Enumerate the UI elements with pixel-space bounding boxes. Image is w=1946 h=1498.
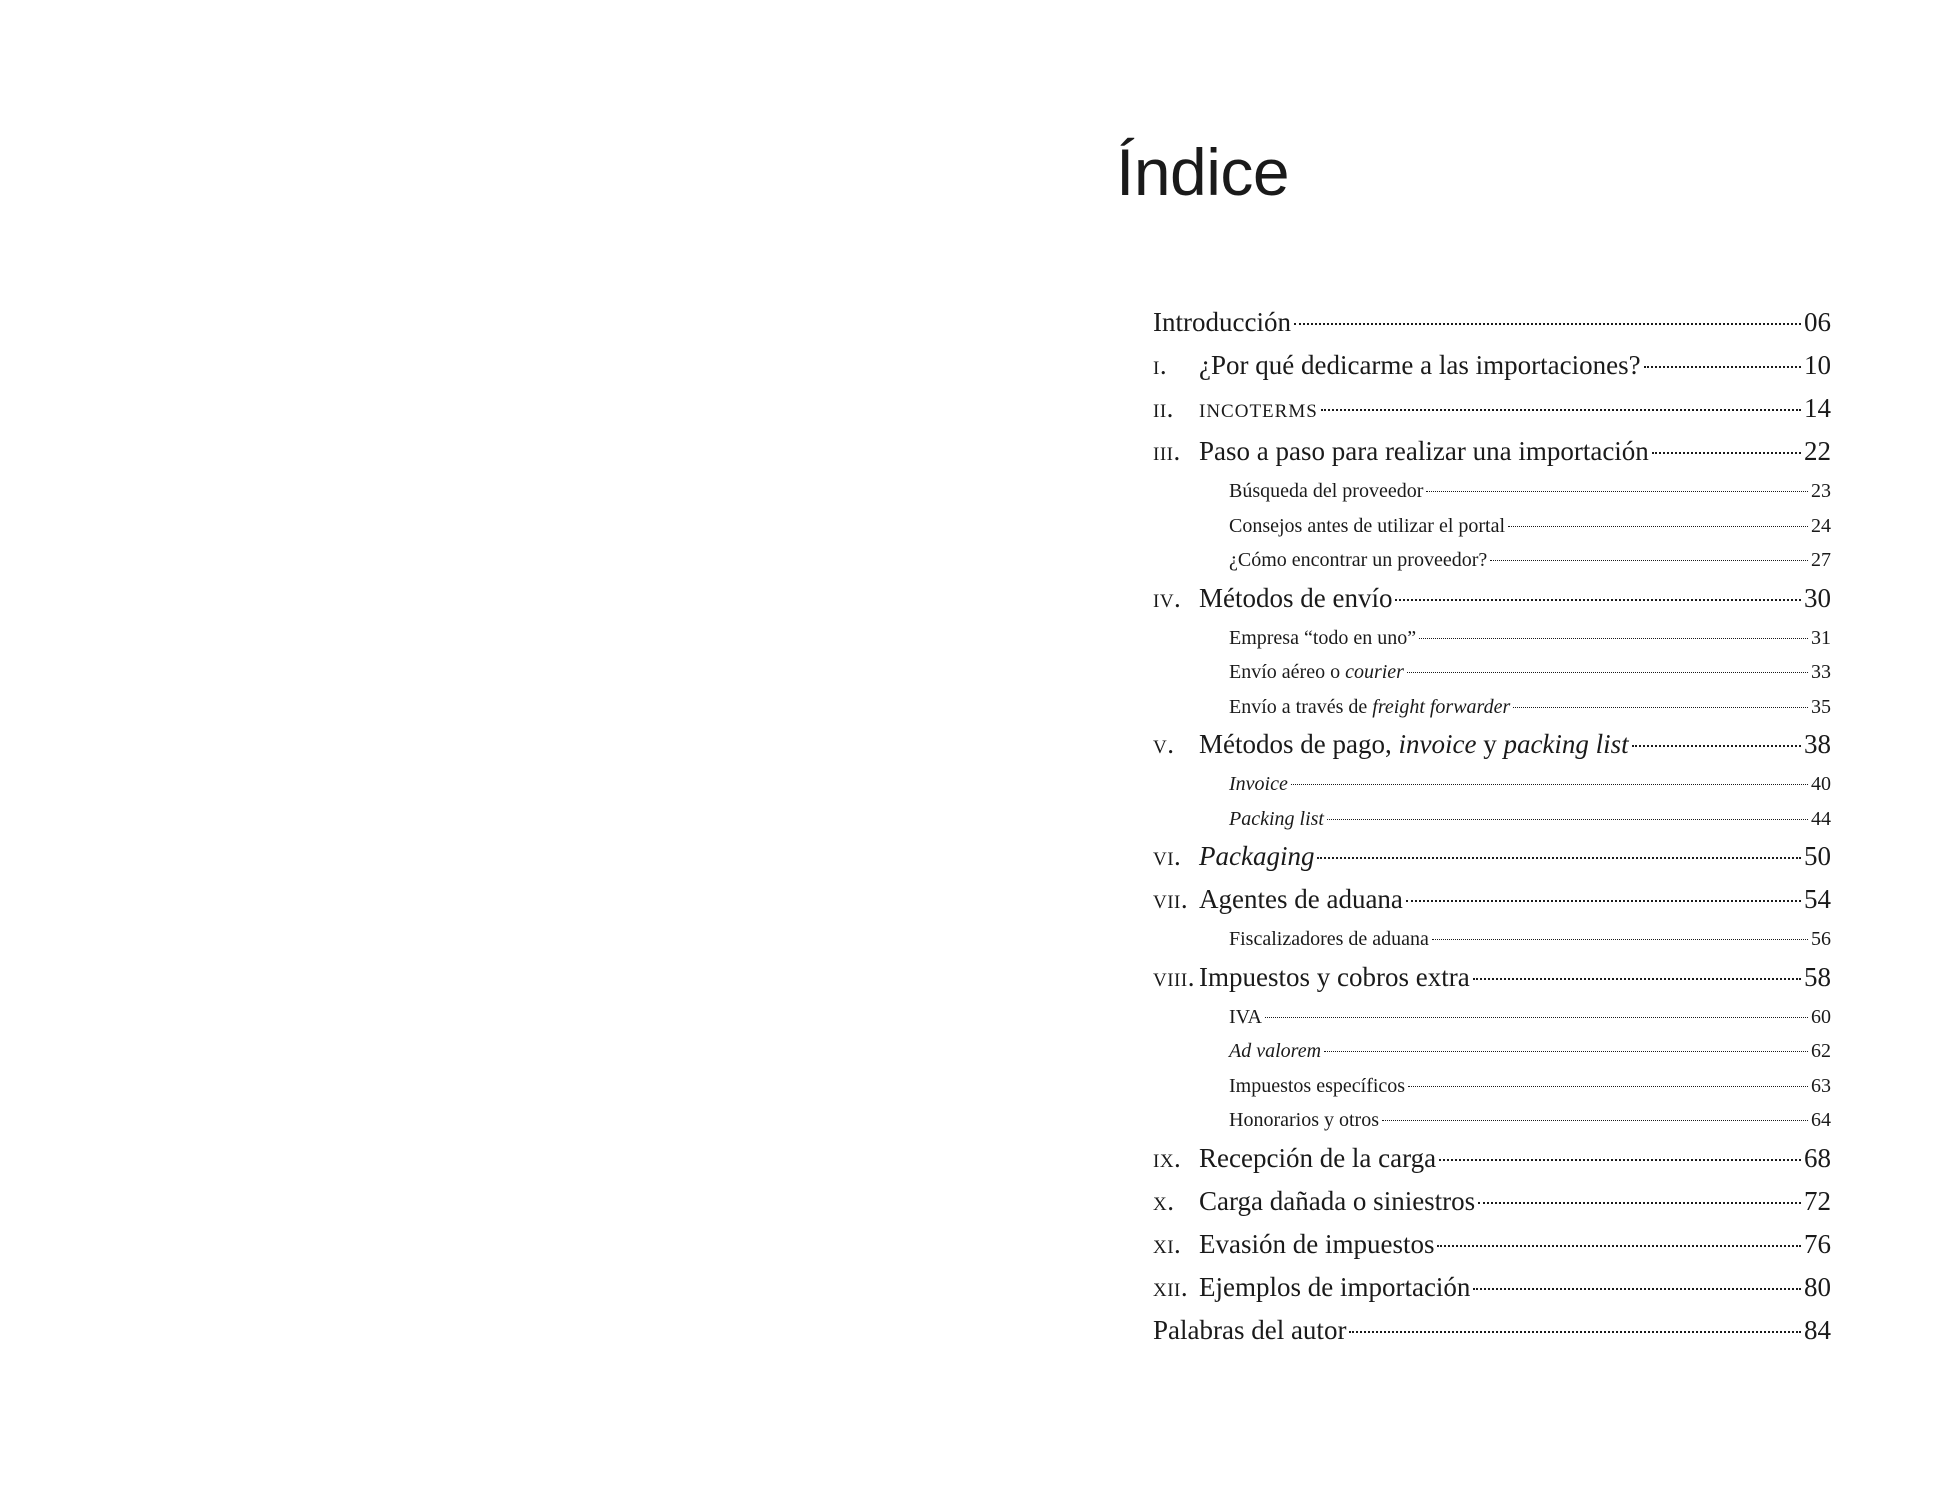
dot-leader (1317, 857, 1801, 859)
toc-entry-title-text: Fiscalizadores de aduana (1229, 928, 1429, 950)
toc-entry-title (1199, 1183, 1475, 1219)
toc-subentry (1153, 924, 1831, 959)
toc-entry-title (1199, 390, 1318, 426)
dot-leader (1265, 1017, 1808, 1018)
toc-page-number: 23 (1811, 480, 1831, 502)
toc-subentry (1153, 1002, 1831, 1037)
toc-subentry (1153, 1036, 1831, 1071)
toc-entry-title-text: incoterms (1199, 393, 1318, 423)
toc-entry-title (1199, 838, 1314, 874)
toc-entry-title-part: y (1476, 729, 1504, 759)
toc-entry-title-text: Honorarios y otros (1229, 1109, 1379, 1131)
toc-entry (1153, 1312, 1831, 1355)
toc-entry-title-text: Agentes de aduana (1199, 884, 1403, 914)
dot-leader (1439, 1159, 1801, 1161)
toc-subentry (1153, 769, 1831, 804)
toc-page-number: 27 (1811, 549, 1831, 571)
toc-page-number: 24 (1811, 514, 1831, 537)
toc-page-number: 54 (1804, 884, 1831, 914)
toc-entry-title-text: Recepción de la carga (1199, 1142, 1437, 1173)
toc-entry (1153, 881, 1831, 924)
toc-entry-title (1229, 545, 1487, 575)
toc-entry-title-text: Ejemplos de importación (1199, 1271, 1471, 1302)
toc-page-number: 62 (1811, 1040, 1831, 1062)
dot-leader (1513, 707, 1808, 708)
toc-entry (1153, 433, 1831, 476)
toc-page-number: 33 (1811, 661, 1831, 683)
toc-page-number: 84 (1804, 1314, 1831, 1345)
dot-leader (1632, 745, 1801, 747)
dot-leader (1321, 409, 1801, 411)
dot-leader (1291, 784, 1808, 785)
dot-leader (1432, 939, 1808, 940)
toc-entry-title-text: Métodos de envío (1199, 582, 1393, 613)
toc-entry-title (1229, 804, 1324, 834)
dot-leader (1426, 491, 1808, 492)
dot-leader (1473, 1288, 1801, 1290)
toc-subentry (1153, 657, 1831, 692)
toc-subentry (1153, 1071, 1831, 1106)
toc-entry-title-part: Envío a través de (1229, 695, 1373, 718)
toc-entry-title (1229, 924, 1429, 954)
toc-subentry (1153, 692, 1831, 727)
dot-leader (1652, 452, 1801, 454)
toc-entry-title-text: Consejos antes de utilizar el portal (1229, 514, 1506, 537)
dot-leader (1419, 638, 1808, 639)
toc-entry-number: viii. (1153, 961, 1195, 992)
toc-entry-title-part: packing list (1503, 729, 1629, 759)
toc-entry (1153, 1269, 1831, 1312)
toc-page-number: 14 (1804, 393, 1831, 423)
dot-leader (1327, 819, 1808, 820)
dot-leader (1490, 560, 1808, 561)
toc-page-number: 30 (1804, 582, 1831, 613)
toc-page-number: 63 (1811, 1074, 1831, 1097)
toc-subentry (1153, 511, 1831, 546)
table-of-contents (1153, 304, 1831, 1355)
dot-leader (1644, 366, 1801, 368)
toc-entry-title (1199, 881, 1403, 917)
toc-page-number: 06 (1804, 307, 1831, 337)
toc-subentry (1153, 623, 1831, 658)
toc-entry-title-text: Packaging (1199, 841, 1315, 871)
toc-page-number: 58 (1804, 961, 1831, 992)
toc-page-number: 40 (1811, 773, 1831, 795)
toc-entry-number: v. (1153, 729, 1175, 759)
dot-leader (1395, 599, 1801, 601)
toc-entry (1153, 580, 1831, 623)
toc-entry (1153, 1183, 1831, 1226)
toc-entry (1153, 838, 1831, 881)
toc-entry-title-part: freight forwarder (1372, 695, 1511, 718)
toc-entry-title-text: Palabras del autor (1153, 1314, 1347, 1345)
toc-entry-title-text: Evasión de impuestos (1199, 1228, 1435, 1259)
dot-leader (1407, 672, 1808, 673)
toc-entry-title (1229, 476, 1423, 506)
toc-entry-title (1199, 580, 1392, 616)
toc-subentry (1153, 545, 1831, 580)
toc-entry-title (1153, 304, 1291, 340)
toc-entry-title-part: courier (1345, 661, 1404, 683)
dot-leader (1324, 1051, 1808, 1052)
toc-entry (1153, 1140, 1831, 1183)
toc-entry-title-text: Ad valorem (1229, 1040, 1322, 1062)
toc-page-number: 68 (1804, 1142, 1831, 1173)
toc-entry-title-text: Packing list (1229, 807, 1324, 830)
toc-entry-title-part: Envío aéreo o (1229, 661, 1346, 683)
toc-page-number: 38 (1804, 729, 1831, 759)
toc-page-number: 22 (1804, 436, 1831, 466)
toc-entry-title (1229, 1071, 1405, 1101)
toc-page-number: 56 (1811, 928, 1831, 950)
toc-subentry (1153, 476, 1831, 511)
toc-entry-number: ii. (1153, 393, 1174, 423)
toc-entry-title (1199, 1226, 1434, 1262)
toc-entry-title (1229, 1002, 1262, 1032)
toc-entry-number: vi. (1153, 841, 1182, 871)
toc-page-number: 76 (1804, 1228, 1831, 1259)
toc-entry-title (1199, 433, 1649, 469)
toc-entry-title-text: Impuestos y cobros extra (1199, 961, 1470, 992)
toc-page-number: 72 (1804, 1185, 1831, 1216)
toc-entry-title-part: invoice (1398, 729, 1477, 759)
dot-leader (1406, 900, 1801, 902)
toc-entry-number: ix. (1153, 1142, 1182, 1173)
toc-entry-title (1229, 1105, 1379, 1135)
toc-entry (1153, 390, 1831, 433)
toc-entry-title-text: Búsqueda del proveedor (1229, 480, 1424, 502)
toc-entry (1153, 304, 1831, 347)
toc-entry-title-text: Impuestos específicos (1229, 1074, 1406, 1097)
toc-entry-title-text: IVA (1229, 1005, 1262, 1028)
toc-subentry (1153, 1105, 1831, 1140)
toc-entry-number: xii. (1153, 1271, 1189, 1302)
toc-entry-number: i. (1153, 350, 1168, 380)
dot-leader (1437, 1245, 1801, 1247)
toc-page-number: 80 (1804, 1271, 1831, 1302)
toc-entry-number: iv. (1153, 582, 1182, 613)
dot-leader (1349, 1331, 1801, 1333)
toc-entry (1153, 1226, 1831, 1269)
toc-entry-title-text: Introducción (1153, 307, 1291, 337)
toc-entry-title (1229, 657, 1404, 687)
contents-page (973, 0, 1946, 1498)
toc-entry (1153, 726, 1831, 769)
toc-entry-title (1229, 769, 1288, 799)
toc-entry (1153, 959, 1831, 1002)
toc-entry-title-text: ¿Por qué dedicarme a las importaciones? (1199, 350, 1641, 380)
toc-page-number: 31 (1811, 626, 1831, 649)
toc-entry-title (1199, 1140, 1436, 1176)
toc-entry-number: vii. (1153, 884, 1189, 914)
toc-entry-title (1229, 692, 1510, 722)
toc-entry-number: iii. (1153, 436, 1181, 466)
dot-leader (1478, 1202, 1801, 1204)
dot-leader (1294, 323, 1801, 325)
dot-leader (1508, 526, 1808, 527)
dot-leader (1382, 1120, 1808, 1121)
toc-entry (1153, 347, 1831, 390)
toc-entry-title-part: Métodos de pago, (1199, 729, 1399, 759)
toc-entry-title (1229, 623, 1416, 653)
page-title: Índice (1116, 135, 1290, 209)
toc-page-number: 64 (1811, 1109, 1831, 1131)
toc-page-number: 10 (1804, 350, 1831, 380)
toc-entry-title (1199, 347, 1641, 383)
dot-leader (1408, 1086, 1808, 1087)
toc-page-number: 60 (1811, 1005, 1831, 1028)
toc-entry-title-text: Empresa “todo en uno” (1229, 626, 1417, 649)
toc-entry-title (1153, 1312, 1346, 1348)
toc-entry-title-text: ¿Cómo encontrar un proveedor? (1229, 549, 1488, 571)
toc-entry-number: x. (1153, 1185, 1175, 1216)
toc-entry-title-text: Carga dañada o siniestros (1199, 1185, 1476, 1216)
toc-entry-title (1229, 1036, 1321, 1066)
toc-page-number: 44 (1811, 807, 1831, 830)
toc-entry-title (1199, 959, 1470, 995)
toc-entry-title (1229, 511, 1505, 541)
toc-entry-title (1199, 1269, 1470, 1305)
toc-page-number: 50 (1804, 841, 1831, 871)
toc-subentry (1153, 804, 1831, 839)
toc-entry-number: xi. (1153, 1228, 1182, 1259)
toc-entry-title (1199, 726, 1629, 762)
toc-page-number: 35 (1811, 695, 1831, 718)
toc-entry-title-text: Invoice (1229, 773, 1288, 795)
toc-entry-title-text: Paso a paso para realizar una importación (1199, 436, 1649, 466)
dot-leader (1473, 978, 1801, 980)
